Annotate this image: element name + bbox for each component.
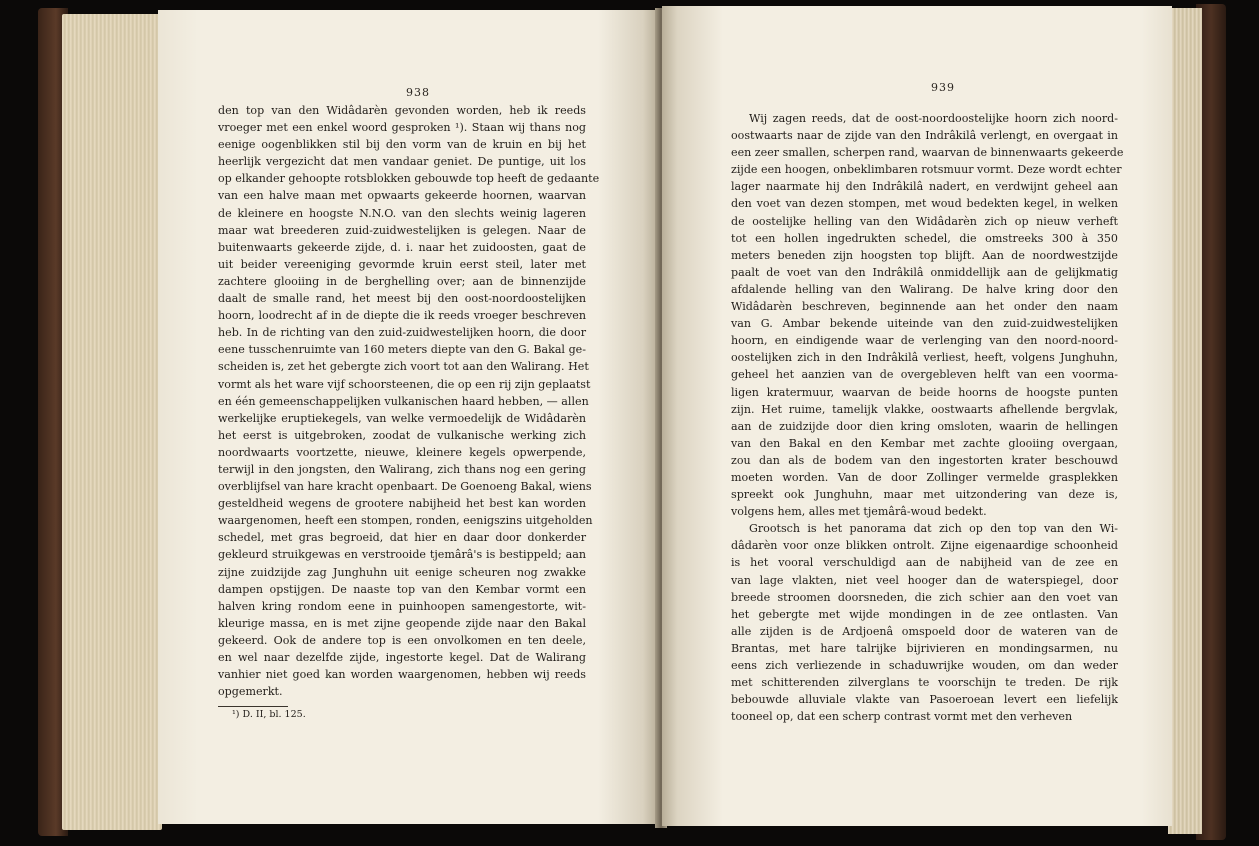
text-line: ligen kratermuur, waarvan de beide hoorns de hoogste punten — [731, 385, 1118, 399]
text-line: Brantas, met hare talrijke bijrivieren en mondingsarmen, nu — [731, 641, 1118, 655]
text-line: tooneel op, dat een scherp contrast vormt met den verheven — [731, 710, 1073, 724]
text-line: het eerst is uitgebroken, zoodat de vulkanische werking zich — [218, 428, 586, 442]
text-line: Widâdarèn beschreven, beginnende aan het onder den naam — [731, 300, 1118, 314]
text-line: waargenomen, heeft een stompen, ronden, eenigszins uitgeholden — [218, 514, 593, 528]
text-line: tot een hollen ingedrukten schedel, die omstreeks 300 à 350 — [731, 231, 1118, 245]
text-line: moeten worden. Van de door Zollinger vermelde grasplekken — [731, 470, 1118, 484]
footnote-rule — [218, 706, 288, 707]
text-line: maar wat breederen zuid-zuidwestelijken is gelegen. Naar de — [218, 223, 586, 237]
text-line: van lage vlakten, niet veel hooger dan de waterspiegel, door — [731, 573, 1118, 587]
text-line: schedel, met gras begroeid, dat hier en daar door donkerder — [218, 531, 586, 545]
text-line: gekeerd. Ook de andere top is een onvolkomen en ten deele, — [218, 633, 586, 647]
text-line: zachtere glooiing in de berghelling over; aan de binnenzijde — [218, 274, 586, 288]
text-line: gekleurd struikgewas en verstrooide tjemârâ's is bestippeld; aan — [218, 548, 586, 562]
text-line: met schitterenden zilverglans te voorschijn te treden. De rijk — [731, 676, 1118, 690]
text-line: daalt de smalle rand, het meest bij den oost-noordoostelijken — [218, 292, 586, 306]
text-line: gesteldheid wegens de grootere nabijheid het best kan worden — [218, 497, 586, 511]
text-line: volgens hem, alles met tjemârâ-woud bedekt. — [731, 505, 987, 519]
right-page — [662, 6, 1172, 826]
text-line: alle zijden is de Ardjoenâ omspoeld door de wateren van de — [731, 624, 1118, 638]
text-line: zijde een hoogen, onbeklimbaren rotsmuur vormt. Deze wordt echter — [731, 163, 1122, 177]
text-line: hoorn, loodrecht af in de diepte die ik reeds vroeger beschreven — [218, 309, 586, 323]
text-line: hoorn, en eindigende waar de verlenging van den noord-noord- — [731, 334, 1118, 348]
text-line: vroeger met een enkel woord gesproken ¹). Staan wij thans nog — [218, 121, 586, 135]
text-line: zijne zuidzijde zag Junghuhn uit eenige scheuren nog zwakke — [218, 565, 586, 579]
text-line: van den Bakal en den Kembar met zachte glooiing overgaan, — [731, 436, 1118, 450]
text-line: van een halve maan met opwaarts gekeerde hoornen, waarvan — [218, 189, 586, 203]
text-line: is het vooral verschuldigd aan de nabijheid van de zee en — [731, 556, 1118, 570]
text-line: een zeer smallen, scherpen rand, waarvan de binnenwaarts gekeerde — [731, 146, 1124, 160]
text-line: van G. Ambar bekende uiteinde van den zuid-zuidwestelijken — [731, 317, 1118, 331]
text-line: en wel naar dezelfde zijde, ingestorte kegel. Dat de Walirang — [218, 651, 586, 664]
text-line: den top van den Widâdarèn gevonden worden, heb ik reeds — [218, 104, 586, 117]
text-line: lager naarmate hij den Indrâkilâ nadert, en verdwijnt geheel aan — [731, 180, 1118, 194]
text-line: noordwaarts voortzette, nieuwe, kleinere kegels opwerpende, — [218, 445, 586, 459]
text-line: bebouwde alluviale vlakte van Pasoeroean levert een liefelijk — [731, 693, 1118, 707]
text-line: uit beider vereeniging gevormde kruin eerst steil, later met — [218, 257, 586, 271]
text-line: zijn. Het ruime, tamelijk vlakke, oostwaarts afhellende bergvlak, — [731, 402, 1118, 416]
text-line: den voet van dezen stompen, met woud bedekten kegel, in welken — [731, 197, 1118, 211]
right-page-number: 939 — [931, 81, 955, 94]
page-edges-left — [62, 14, 162, 830]
text-line: geheel het aanzien van de overgebleven helft van een voorma- — [731, 368, 1118, 382]
text-line: overblijfsel van hare kracht openbaart. De Goenoeng Bakal, wiens — [218, 480, 592, 494]
text-line: paalt de voet van den Indrâkilâ onmiddellijk aan de gelijkmatig — [731, 265, 1118, 279]
page-edges-right — [1168, 8, 1202, 834]
text-line: kleurige massa, en is met zijne geopende zijde naar den Bakal — [218, 616, 586, 630]
text-line: terwijl in den jongsten, den Walirang, zich thans nog een gering — [218, 462, 586, 476]
text-line: het gebergte met wijde mondingen in de zee ontlasten. Van — [731, 607, 1118, 621]
text-line: werkelijke eruptiekegels, van welke vermoedelijk de Widâdarèn — [218, 411, 586, 425]
footnote: ¹) D. II, bl. 125. — [232, 709, 306, 720]
right-page-body — [731, 110, 1124, 725]
left-page-number: 938 — [406, 86, 430, 99]
text-line: eens zich verliezende in schaduwrijke wouden, om dan weder — [731, 659, 1118, 672]
text-line: de oostelijke helling van den Widâdarèn zich op nieuw verheft — [731, 214, 1118, 228]
text-line: Wij zagen reeds, dat de oost-noordoostelijke hoorn zich noord- — [749, 112, 1118, 125]
text-line: afdalende helling van den Walirang. De halve kring door den — [731, 282, 1118, 296]
text-line: spreekt ook Junghuhn, maar met uitzondering van deze is, — [731, 488, 1118, 502]
text-line: dâdarèn voor onze blikken ontrolt. Zijne eigenaardige schoonheid — [731, 539, 1118, 553]
text-line: heb. In de richting van den zuid-zuidwestelijken hoorn, die door — [218, 326, 586, 340]
text-line: eenige oogenblikken stil bij den vorm van de kruin en bij het — [218, 138, 586, 152]
left-page — [158, 10, 658, 824]
text-line: heerlijk vergezicht dat men vandaar geniet. De puntige, uit los — [218, 155, 586, 169]
text-line: eene tusschenruimte van 160 meters diepte van den G. Bakal ge- — [218, 343, 586, 357]
text-line: en één gemeenschappelijken vulkanischen haard hebben, — allen — [218, 394, 589, 408]
text-line: vanhier niet goed kan worden waargenomen, hebben wij reeds — [218, 668, 586, 682]
text-line: oostelijken zich in den Indrâkilâ verliest, heeft, volgens Junghuhn, — [731, 351, 1118, 365]
text-line: zou dan als de bodem van den ingestorten krater beschouwd — [731, 453, 1118, 467]
text-line: aan de zuidzijde door dien kring omsloten, waarin de hellingen — [731, 419, 1118, 433]
text-line: de kleinere en hoogste N.N.O. van den slechts weinig lageren — [218, 206, 586, 220]
left-page-body — [218, 102, 600, 700]
text-line: oostwaarts naar de zijde van den Indrâkilâ verlengt, en overgaat in — [731, 129, 1118, 143]
text-line: vormt als het ware vijf schoorsteenen, die op een rij zijn geplaatst — [218, 377, 591, 391]
text-line: dampen opstijgen. De naaste top van den Kembar vormt een — [218, 582, 586, 596]
text-line: breede stroomen doorsneden, die zich schier aan den voet van — [731, 590, 1118, 604]
text-line: buitenwaarts gekeerde zijde, d. i. naar het zuidoosten, gaat de — [218, 240, 586, 254]
text-line: op elkander gehoopte rotsblokken gebouwde top heeft de gedaante — [218, 172, 600, 186]
text-line: scheiden is, zet het gebergte zich voort tot aan den Walirang. Het — [218, 360, 589, 374]
text-line: halven kring rondom eene in puinhoopen samengestorte, wit- — [218, 599, 586, 613]
text-line: Grootsch is het panorama dat zich op den top van den Wi- — [749, 522, 1118, 536]
text-line: meters beneden zijn hoogsten top blijft. Aan de noordwestzijde — [731, 248, 1118, 262]
text-line: opgemerkt. — [218, 685, 283, 699]
